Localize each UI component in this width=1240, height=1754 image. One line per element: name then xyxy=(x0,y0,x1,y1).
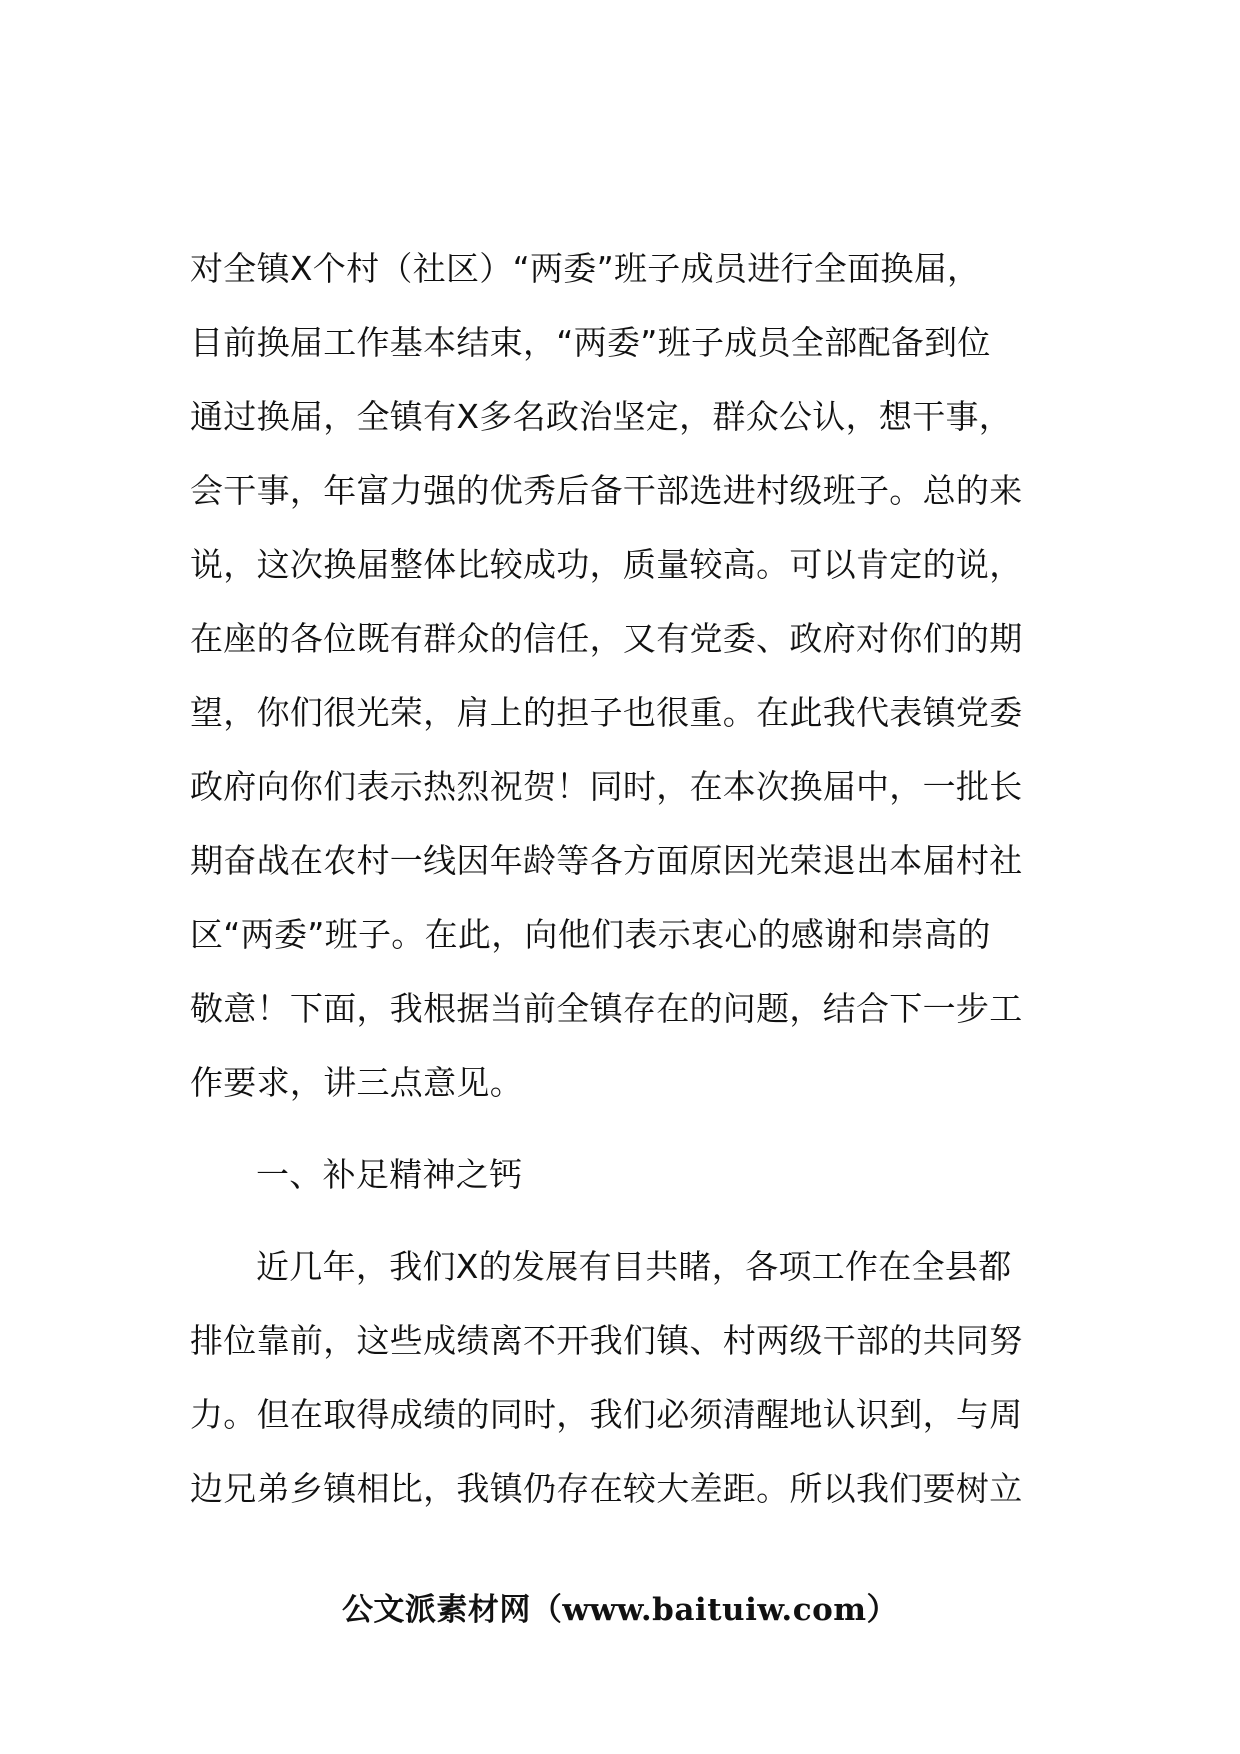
section-heading-text: 一、补足精神之钙 xyxy=(256,1155,523,1194)
text-line: 在座的各位既有群众的信任，又有党委、政府对你们的期 xyxy=(190,619,1023,658)
text-line: 边兄弟乡镇相比，我镇仍存在较大差距。所以我们要树立 xyxy=(190,1469,1023,1508)
paragraph-1 xyxy=(190,232,1070,1120)
footer-watermark: 公文派素材网（www.baituiw.com） xyxy=(341,1592,899,1628)
text-line: 排位靠前，这些成绩离不开我们镇、村两级干部的共同努 xyxy=(190,1321,1023,1360)
text-line: 敬意！下面，我根据当前全镇存在的问题，结合下一步工 xyxy=(190,989,1023,1028)
text-line: 期奋战在农村一线因年龄等各方面原因光荣退出本届村社 xyxy=(190,841,1023,880)
text-line: 作要求，讲三点意见。 xyxy=(190,1063,523,1102)
text-line: 望，你们很光荣，肩上的担子也很重。在此我代表镇党委 xyxy=(190,693,1023,732)
text-line: 会干事，年富力强的优秀后备干部选进村级班子。总的来 xyxy=(190,471,1023,510)
text-line: 区“两委”班子。在此，向他们表示衷心的感谢和崇高的 xyxy=(190,915,991,954)
text-line: 通过换届，全镇有X多名政治坚定，群众公认，想干事， xyxy=(190,397,1013,436)
text-line: 近几年，我们X的发展有目共睹，各项工作在全县都 xyxy=(256,1247,1012,1286)
paragraph-2 xyxy=(190,1230,1070,1526)
text-line: 力。但在取得成绩的同时，我们必须清醒地认识到，与周 xyxy=(190,1395,1023,1434)
text-line: 政府向你们表示热烈祝贺！同时，在本次换届中，一批长 xyxy=(190,767,1023,806)
text-line: 目前换届工作基本结束，“两委”班子成员全部配备到位 xyxy=(190,323,991,362)
section-heading xyxy=(190,1138,1070,1212)
document-body xyxy=(190,232,1070,1526)
text-line: 对全镇X个村（社区）“两委”班子成员进行全面换届， xyxy=(190,249,981,288)
text-line: 说，这次换届整体比较成功，质量较高。可以肯定的说， xyxy=(190,545,1023,584)
